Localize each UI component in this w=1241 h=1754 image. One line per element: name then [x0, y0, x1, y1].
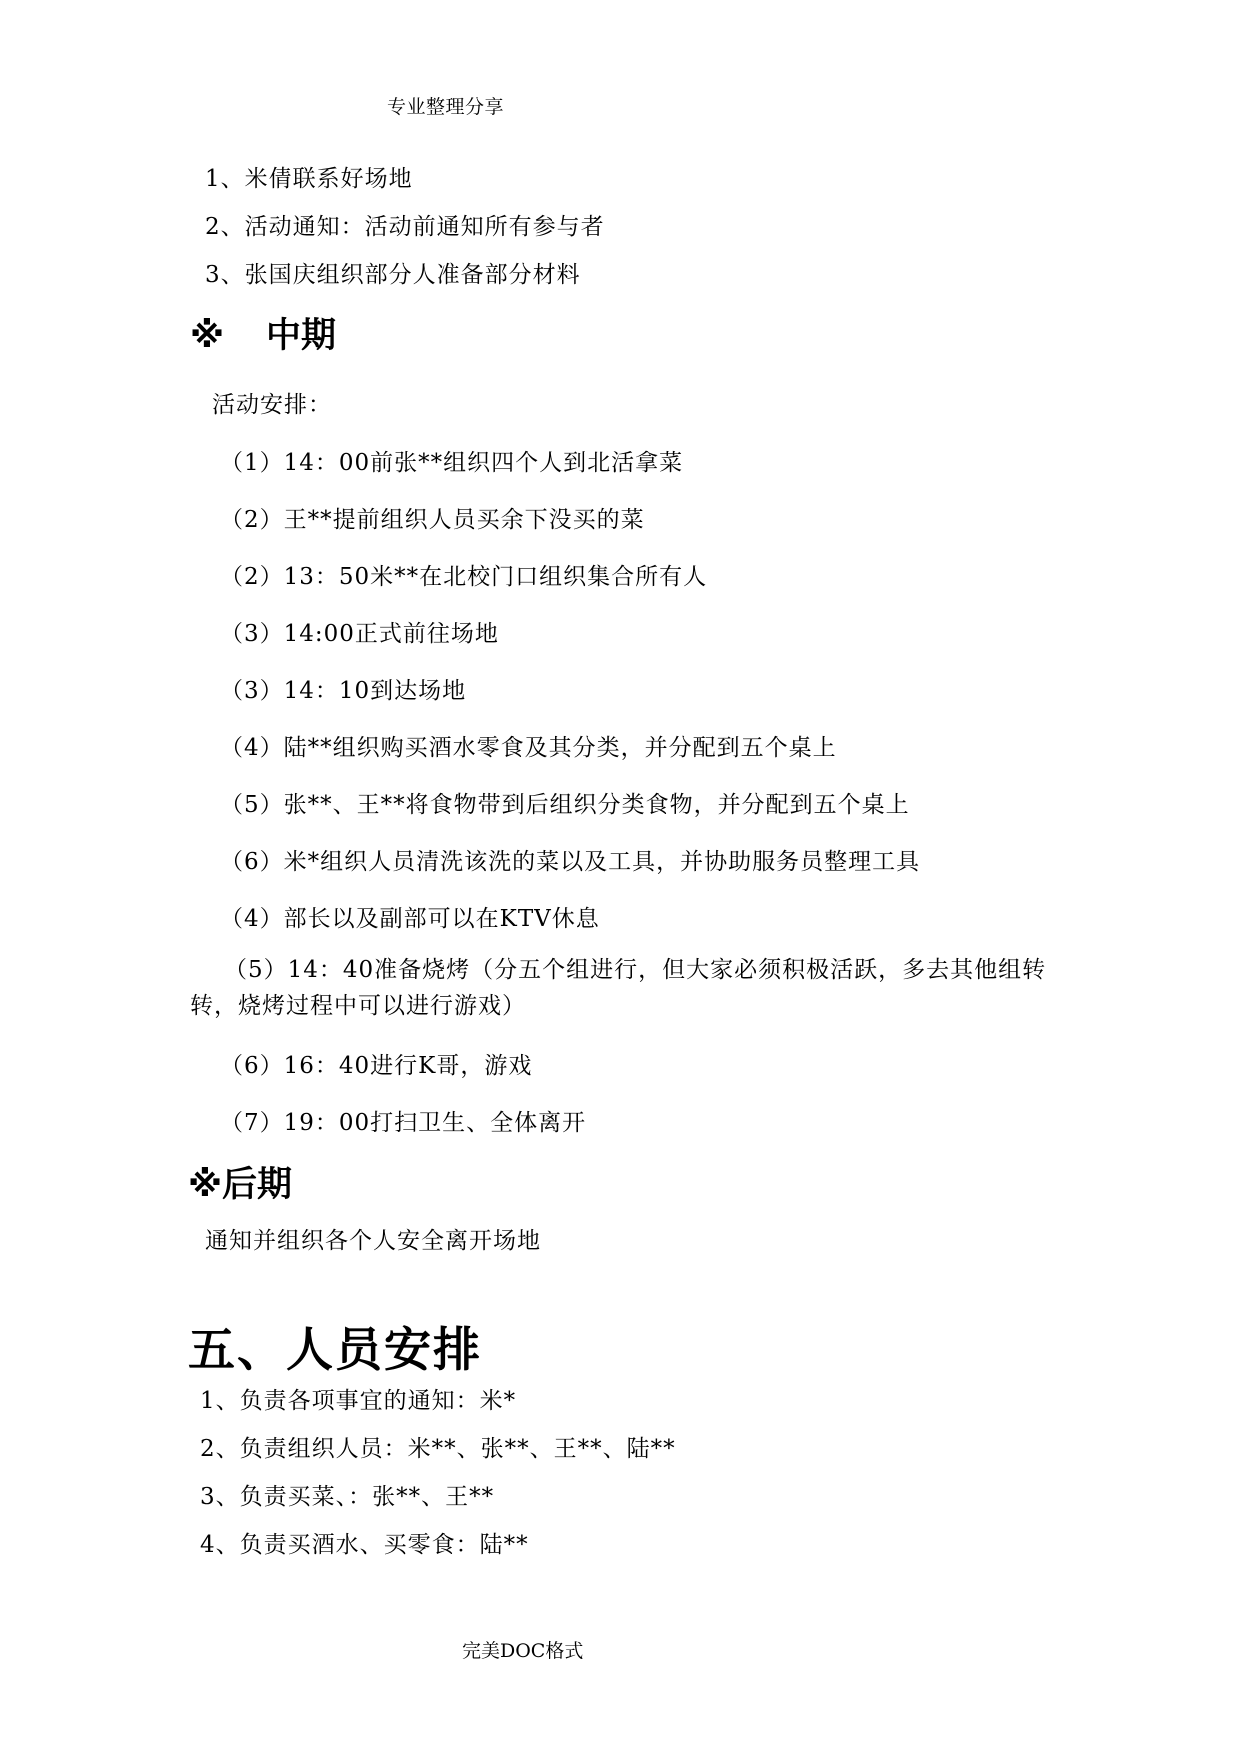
mid-item-long: （5）14：40准备烧烤（分五个组进行，但大家必须积极活跃，多去其他组转转，烧烤过程中可以进行游戏）: [190, 957, 1047, 1019]
mid-item-tail-2: （7）19：00打扫卫生、全体离开: [220, 1110, 587, 1136]
prep-item-2: 2、活动通知：活动前通知所有参与者: [205, 214, 605, 240]
mid-item-8: （6）米*组织人员清洗该洗的菜以及工具，并协助服务员整理工具: [220, 849, 921, 875]
mid-item-2: （2）王**提前组织人员买余下没买的菜: [220, 507, 645, 533]
staff-item-4: 4、负责买酒水、买零食：陆**: [200, 1532, 529, 1558]
mid-section-title: 中期: [266, 316, 337, 356]
mid-item-7: （5）张**、王**将食物带到后组织分类食物，并分配到五个桌上: [220, 792, 910, 818]
staff-item-1: 1、负责各项事宜的通知：米*: [200, 1388, 517, 1414]
mid-section-intro: 活动安排：: [212, 392, 332, 418]
mid-item-3: （2）13：50米**在北校门口组织集合所有人: [220, 564, 708, 590]
mid-item-5: （3）14：10到达场地: [220, 678, 467, 704]
page-header: 专业整理分享: [387, 96, 505, 118]
mid-section-heading: [190, 308, 336, 358]
prep-item-1: 1、米倩联系好场地: [205, 166, 413, 192]
late-section-text: 通知并组织各个人安全离开场地: [205, 1228, 541, 1254]
mid-item-1: （1）14：00前张**组织四个人到北活拿菜: [220, 450, 684, 476]
staff-section-title: 五、人员安排: [188, 1323, 482, 1378]
prep-item-3: 3、张国庆组织部分人准备部分材料: [205, 262, 581, 288]
late-section-title: ※后期: [188, 1165, 293, 1205]
mid-item-9: （4）部长以及副部可以在KTV休息: [220, 906, 600, 932]
reference-mark: ※: [190, 316, 225, 356]
mid-item-6: （4）陆**组织购买酒水零食及其分类，并分配到五个桌上: [220, 735, 837, 761]
staff-item-3: 3、负责买菜、：张**、王**: [200, 1484, 495, 1510]
mid-item-4: （3）14:00正式前往场地: [220, 621, 499, 647]
page-footer: 完美DOC格式: [462, 1640, 584, 1662]
staff-item-2: 2、负责组织人员：米**、张**、王**、陆**: [200, 1436, 676, 1462]
mid-item-tail-1: （6）16：40进行K哥，游戏: [220, 1053, 533, 1079]
